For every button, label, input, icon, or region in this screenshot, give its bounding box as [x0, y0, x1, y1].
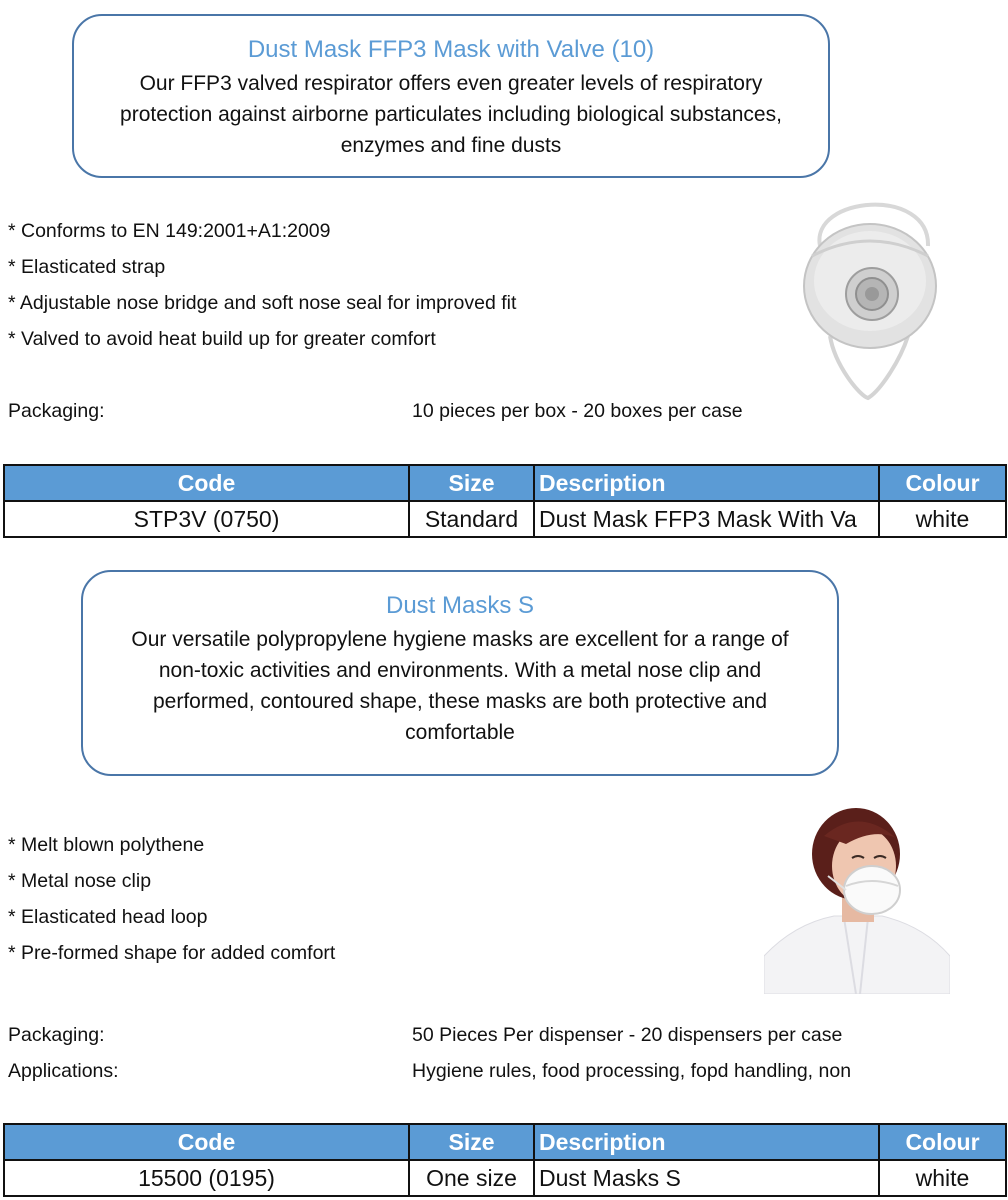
feature-item: * Elasticated head loop [8, 906, 208, 928]
cell-description: Dust Masks S [534, 1160, 879, 1196]
header-size: Size [409, 465, 534, 501]
product-1-features [8, 213, 516, 357]
header-colour: Colour [879, 465, 1006, 501]
cell-size: One size [409, 1160, 534, 1196]
cell-colour: white [879, 1160, 1006, 1196]
feature-item: * Conforms to EN 149:2001+A1:2009 [8, 220, 331, 242]
product-2-features [8, 827, 335, 971]
feature-item: * Valved to avoid heat build up for greater comfort [8, 328, 436, 350]
header-description: Description [534, 465, 879, 501]
table-header-row [4, 465, 1006, 501]
product-2-packaging-value: 50 Pieces Per dispenser - 20 dispensers per case [412, 1024, 843, 1046]
product-2-description: Our versatile polypropylene hygiene masks are excellent for a range of non-toxic activities and environments. With a metal nose clip and performed, contoured shape, these masks are both protective and comfortable [131, 628, 789, 744]
table-header-row [4, 1124, 1006, 1160]
header-colour: Colour [879, 1124, 1006, 1160]
header-code: Code [4, 1124, 409, 1160]
header-code: Code [4, 465, 409, 501]
product-1-packaging-value: 10 pieces per box - 20 boxes per case [412, 400, 743, 422]
feature-item: * Adjustable nose bridge and soft nose seal for improved fit [8, 292, 517, 314]
product-1-spec-table [3, 464, 1007, 538]
cell-code: 15500 (0195) [4, 1160, 409, 1196]
woman-wearing-mask-image [764, 806, 950, 994]
feature-item: * Melt blown polythene [8, 834, 205, 856]
product-2-applications-value: Hygiene rules, food processing, fopd handling, non [412, 1060, 852, 1082]
table-row [4, 501, 1006, 537]
product-2-applications-label: Applications: [8, 1060, 119, 1082]
header-size: Size [409, 1124, 534, 1160]
cell-description: Dust Mask FFP3 Mask With Va [534, 501, 879, 537]
product-1-intro-box [72, 14, 830, 178]
feature-item: * Elasticated strap [8, 256, 166, 278]
product-1-title: Dust Mask FFP3 Mask with Valve (10) [247, 36, 655, 63]
valved-respirator-image [790, 186, 950, 404]
product-1-description: Our FFP3 valved respirator offers even greater levels of respiratory protection against airborne particulates including biological substances, enzymes and fine dusts [120, 72, 782, 157]
product-1-packaging-label: Packaging: [8, 400, 105, 422]
cell-size: Standard [409, 501, 534, 537]
cell-colour: white [879, 501, 1006, 537]
header-description: Description [534, 1124, 879, 1160]
product-2-spec-table [3, 1123, 1007, 1197]
table-row [4, 1160, 1006, 1196]
product-2-title: Dust Masks S [385, 592, 535, 619]
cell-code: STP3V (0750) [4, 501, 409, 537]
feature-item: * Metal nose clip [8, 870, 152, 892]
product-2-intro-box [81, 570, 839, 776]
feature-item: * Pre-formed shape for added comfort [8, 942, 336, 964]
product-2-packaging-label: Packaging: [8, 1024, 105, 1046]
